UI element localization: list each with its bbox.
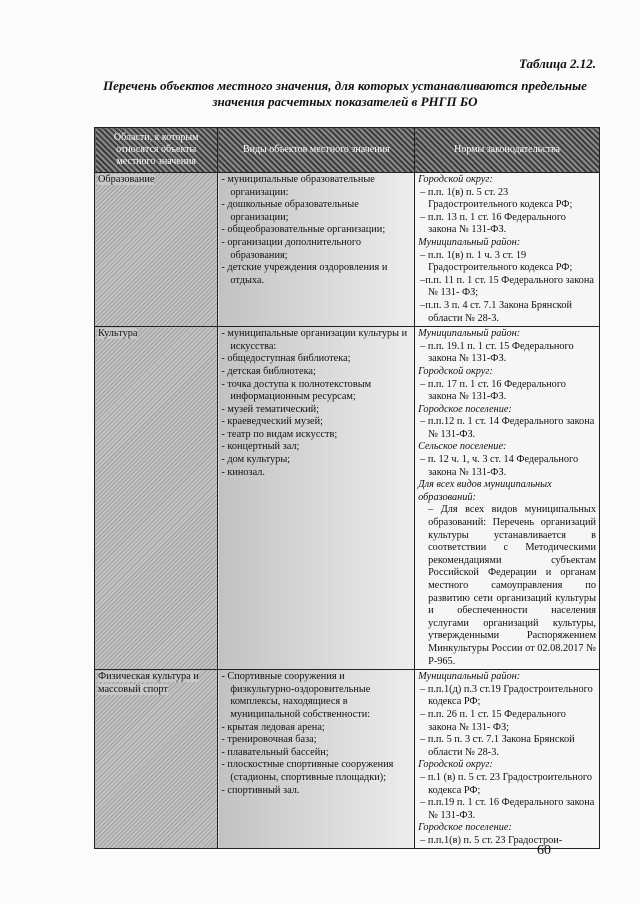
area-cell — [95, 173, 218, 327]
object-item: - дошкольные образовательные организации; — [221, 199, 359, 223]
object-item: - краеведческий музей; — [221, 416, 323, 428]
table-row — [95, 327, 600, 670]
table-row — [95, 670, 600, 849]
norm-item: – п.п. 5 п. 3 ст. 7.1 Закона Брянской области № 28-3. — [420, 734, 575, 758]
norm-item: – п. 12 ч. 1, ч. 3 ст. 14 Федерального закона № 131-ФЗ. — [420, 454, 579, 478]
object-item: - плоскостные спортивные сооружения (стадионы, спортивные площадки); — [221, 759, 394, 783]
table-number: Таблица 2.12. — [518, 56, 596, 71]
title-line-2: значения расчетных показателей в РНГП БО — [212, 94, 478, 109]
object-item: - муниципальные организации культуры и искусства: — [221, 328, 408, 352]
norm-heading: Городское поселение: — [418, 403, 512, 415]
object-item: - Спортивные сооружения и физкультурно-оздоровительные комплексы, находящиеся в муниципальной собственности: — [221, 671, 371, 720]
norm-heading: Городской округ: — [418, 365, 493, 377]
objects-table — [94, 127, 600, 849]
norm-item: – п.п.12 п. 1 ст. 14 Федерального закона № 131-ФЗ. — [420, 416, 595, 440]
norm-heading: Муниципальный район: — [418, 671, 521, 683]
object-item: - тренировочная база; — [221, 734, 317, 746]
norm-heading: Для всех видов муниципальных образований: — [418, 479, 552, 503]
norm-heading: Городское поселение: — [418, 822, 512, 834]
objects-cell — [218, 670, 415, 849]
norm-heading: Муниципальный район: — [418, 236, 521, 248]
area-cell — [95, 327, 218, 670]
norm-paragraph: – Для всех видов муниципальных образований: Перечень организаций культуры устанавливается в соответствии с Методическими рекомендациями субъектам Российской Федерации и органам местного самоуправления по развитию сети организаций культуры и обеспеченности населения услугами организаций культуры, утвержденными Распоряжением Минкультуры России от 02.08.2017 № Р-965. — [428, 504, 596, 667]
norm-item: – п.п. 1(в) п. 5 ст. 23 Градостроительного кодекса РФ; — [420, 186, 573, 211]
object-item: - театр по видам искусств; — [221, 428, 338, 440]
norm-item: – п.п.19 п. 1 ст. 16 Федерального закона № 131-ФЗ. — [420, 797, 595, 821]
table-header-row — [95, 128, 600, 173]
norm-item: – п.1 (в) п. 5 ст. 23 Градостроительного кодекса РФ; — [420, 771, 592, 796]
table-body — [95, 173, 600, 849]
norm-item: –п.п. 3 п. 4 ст. 7.1 Закона Брянской области № 28-3. — [420, 299, 573, 324]
table-title — [90, 78, 600, 110]
objects-cell — [218, 173, 415, 327]
area-label: Культура — [98, 328, 138, 340]
norm-item: – п.п. 13 п. 1 ст. 16 Федерального закона № 131-ФЗ. — [420, 211, 566, 236]
norm-item: – п.п.1(в) п. 5 ст. 23 Градострои- — [420, 834, 563, 846]
object-item: - организации дополнительного образования; — [221, 236, 361, 261]
norm-item: – п.п. 26 п. 1 ст. 15 Федерального закона № 131- ФЗ; — [420, 708, 566, 733]
object-item: - общеобразовательные организации; — [221, 224, 386, 236]
norm-item: – п.п. 19.1 п. 1 ст. 15 Федерального закона № 131-ФЗ. — [420, 340, 574, 365]
object-item: - общедоступная библиотека; — [221, 353, 351, 365]
page-number: 60 — [537, 843, 551, 858]
header-objects: Виды объектов местного значения — [218, 128, 415, 173]
table-row — [95, 173, 600, 327]
norm-item: – п.п. 1(в) п. 1 ч. 3 ст. 19 Градостроительного кодекса РФ; — [420, 249, 573, 274]
object-item: - дом культуры; — [221, 454, 291, 466]
norms-cell — [415, 173, 600, 327]
norm-heading: Городской округ: — [418, 759, 493, 771]
object-item: - детские учреждения оздоровления и отдыха. — [221, 262, 388, 286]
object-item: - концертный зал; — [221, 441, 300, 453]
title-line-1: Перечень объектов местного значения, для которых устанавливаются предельные — [103, 78, 587, 93]
area-label: Образование — [98, 174, 155, 185]
objects-cell — [218, 327, 415, 670]
area-cell — [95, 670, 218, 849]
header-norms: Нормы законодательства — [415, 128, 600, 173]
norms-cell — [415, 670, 600, 849]
area-label: Физическая культура и массовый спорт — [98, 671, 199, 695]
object-item: - детская библиотека; — [221, 365, 316, 377]
object-item: - плавательный бассейн; — [221, 746, 329, 758]
norm-heading: Сельское поселение: — [418, 441, 507, 453]
norm-item: – п.п. 17 п. 1 ст. 16 Федерального закона № 131-ФЗ. — [420, 378, 566, 403]
object-item: - точка доступа к полнотекстовым информационным ресурсам; — [221, 378, 372, 403]
norms-cell — [415, 327, 600, 670]
norm-heading: Городской округ: — [418, 174, 493, 185]
object-item: - крытая ледовая арена; — [221, 721, 325, 733]
norm-heading: Муниципальный район: — [418, 328, 521, 340]
norm-item: –п.п. 11 п. 1 ст. 15 Федерального закона № 131- ФЗ; — [420, 274, 594, 299]
object-item: - кинозал. — [221, 466, 265, 478]
object-item: - музей тематический; — [221, 403, 320, 415]
object-item: - спортивный зал. — [221, 784, 300, 796]
object-item: - муниципальные образовательные организации: — [221, 174, 375, 198]
norm-item: – п.п.1(д) п.3 ст.19 Градостроительного кодекса РФ; — [420, 683, 593, 708]
header-area: Области, к которым относятся объекты местного значения — [95, 128, 218, 173]
